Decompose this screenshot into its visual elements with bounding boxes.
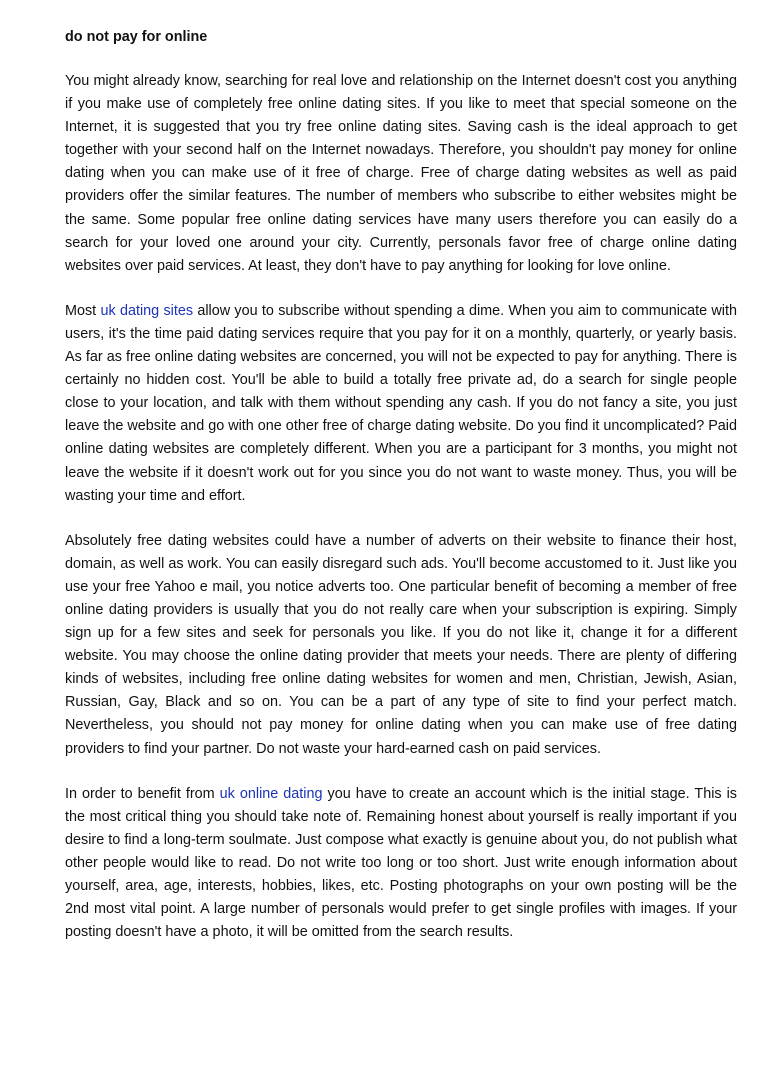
paragraph-2 bbox=[65, 300, 737, 508]
uk-dating-sites-link[interactable]: uk dating sites bbox=[100, 302, 194, 319]
paragraph-4-body: you have to create an account which is the initial stage. This is the most critical thing you should take note of. Remaining honest about yourself is really important if you desire to find a long-term soulmate. Just compose what exactly is genuine about you, do not publish what other people would like to read. Do not write too long or too short. Just write enough information about yourself, area, age, interests, hobbies, likes, etc. Posting photographs on your own posting will be the 2nd most vital point. A large number of personals would prefer to get single profiles with images. If your posting doesn't have a photo, it will be omitted from the search results. bbox=[65, 785, 737, 941]
paragraph-2-lead: Most bbox=[65, 302, 101, 319]
paragraph-2-body: allow you to subscribe without spending a dime. When you aim to communicate with users, it's the time paid dating services require that you pay for it on a monthly, quarterly, or yearly basis. As far as free online dating websites are concerned, you will not be expected to pay for anything. There is certainly no hidden cost. You'll be able to build a totally free private ad, do a search for single people close to your location, and talk with them without spending any cash. If you do not fancy a site, you just leave the website and go with one other free of charge dating website. Do you find it uncomplicated? Paid online dating websites are completely different. When you are a participant for 3 months, you might not leave the website if it doesn't work out for you since you do not want to waste money. Thus, you will be wasting your time and effort. bbox=[65, 302, 738, 504]
uk-online-dating-link[interactable]: uk online dating bbox=[219, 785, 323, 802]
document-title: do not pay for online bbox=[65, 29, 208, 45]
paragraph-3: Absolutely free dating websites could have a number of adverts on their website to finance their host, domain, as well as work. You can easily disregard such ads. You'll become accustomed to it. Just like you use your free Yahoo e mail, you notice adverts too. One particular benefit of becoming a member of free online dating providers is usually that you do not really care when your subscription is expiring. Simply sign up for a few sites and seek for personals you like. If you do not like it, change it for a different website. You may choose the online dating provider that meets your needs. There are plenty of differing kinds of websites, including free online dating websites for women and men, Christian, Jewish, Asian, Russian, Gay, Black and so on. You can be a part of any type of site to find your perfect match. Nevertheless, you should not pay money for online dating when you can make use of free dating providers to find your partner. Do not waste your hard-earned cash on paid services. bbox=[65, 532, 737, 757]
paragraph-4-lead: In order to benefit from bbox=[65, 785, 220, 802]
paragraph-1: You might already know, searching for real love and relationship on the Internet doesn't cost you anything if you make use of completely free online dating sites. If you like to meet that special someone on the Internet, it is suggested that you try free online dating sites. Saving cash is the ideal approach to get together with your second half on the Internet nowadays. Therefore, you shouldn't pay money for online dating when you can make use of it free of charge. Free of charge dating websites as well as paid providers offer the similar features. The number of members who subscribe to either websites might be the same. Some popular free online dating services have many users therefore you can easily do a search for your loved one around your city. Currently, personals favor free of charge online dating websites over paid services. At least, they don't have to pay anything for looking for love online. bbox=[65, 73, 737, 274]
document-page bbox=[65, 26, 737, 966]
paragraph-4 bbox=[65, 783, 737, 945]
